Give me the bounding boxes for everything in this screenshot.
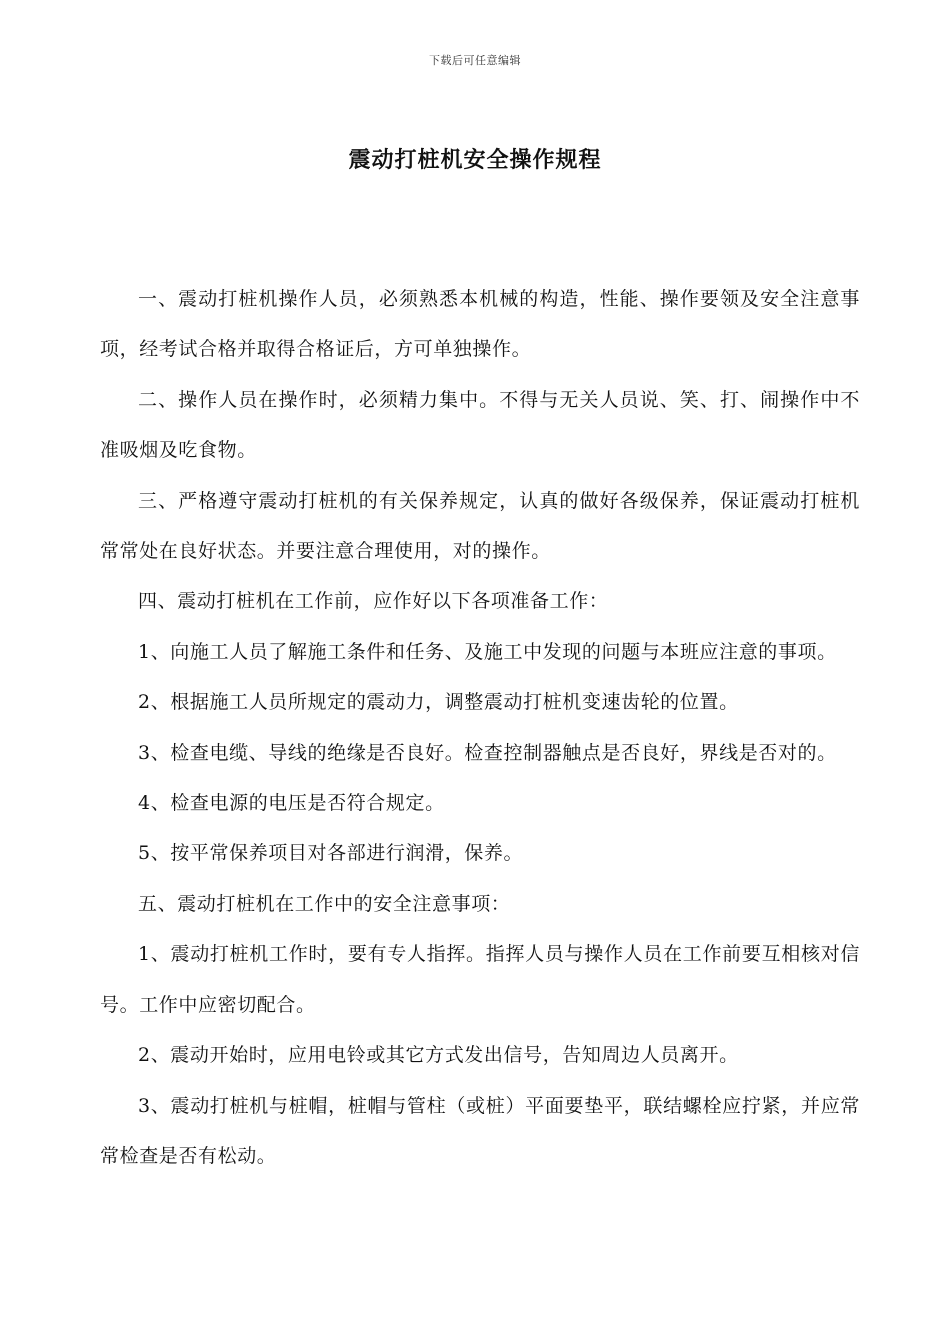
paragraph-5: 1、向施工人员了解施工条件和任务、及施工中发现的问题与本班应注意的事项。 [138, 640, 837, 663]
paragraph-1: 一、震动打桩机操作人员，必须熟悉本机械的构造，性能、操作要领及安全注意事项，经考试合格并取得合格证后，方可单独操作。 [100, 288, 860, 361]
paragraph-9: 5、按平常保养项目对各部进行润滑，保养。 [138, 842, 524, 865]
paragraph-2: 二、操作人员在操作时，必须精力集中。不得与无关人员说、笑、打、闹操作中不准吸烟及吃食物。 [100, 388, 860, 462]
paragraph-13: 3、震动打桩机与桩帽，桩帽与管柱（或桩）平面要垫平，联结螺栓应拧紧，并应常常检查是否有松动。 [100, 1094, 860, 1167]
header-note: 下载后可任意编辑 [429, 54, 521, 67]
paragraph-6: 2、根据施工人员所规定的震动力，调整震动打桩机变速齿轮的位置。 [138, 691, 739, 714]
paragraph-3: 三、严格遵守震动打桩机的有关保养规定，认真的做好各级保养，保证震动打桩机常常处在良好状态。并要注意合理使用，对的操作。 [100, 489, 860, 563]
document-title: 震动打桩机安全操作规程 [348, 148, 602, 173]
paragraph-12: 2、震动开始时，应用电铃或其它方式发出信号，告知周边人员离开。 [138, 1044, 739, 1067]
document-body [100, 274, 860, 1181]
paragraph-11: 1、震动打桩机工作时，要有专人指挥。指挥人员与操作人员在工作前要互相核对信号。工作中应密切配合。 [100, 943, 860, 1016]
paragraph-8: 4、检查电源的电压是否符合规定。 [138, 792, 445, 815]
paragraph-10: 五、震动打桩机在工作中的安全注意事项： [138, 892, 511, 915]
paragraph-4: 四、震动打桩机在工作前，应作好以下各项准备工作： [138, 590, 609, 613]
paragraph-7: 3、检查电缆、导线的绝缘是否良好。检查控制器触点是否良好，界线是否对的。 [138, 741, 837, 764]
